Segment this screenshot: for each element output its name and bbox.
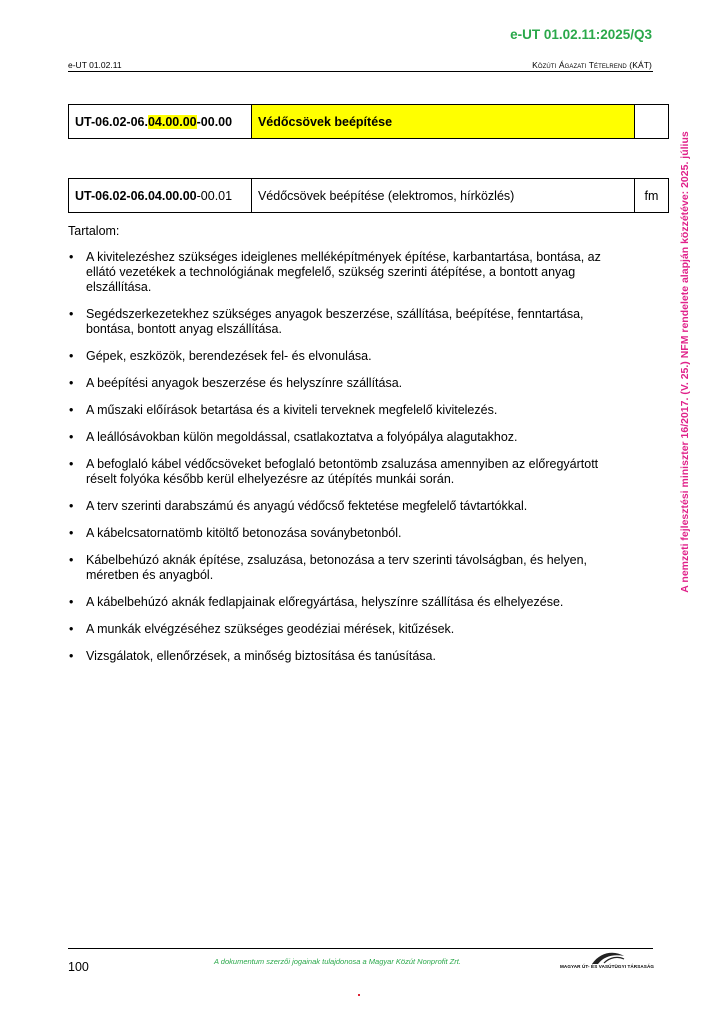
logo-text: MAGYAR ÚT- ÉS VASÚTÜGYI TÁRSASÁG (560, 964, 655, 969)
list-item: • A kivitelezéshez szükséges ideiglenes melléképítmények építése, karbantartása, bontása, az ellátó vezetékek a technológiának megfelelő, szükség szerinti átépítése, a bontott anyag elszállítása. (68, 250, 628, 295)
item-group-table (68, 104, 669, 139)
header-divider (68, 71, 653, 72)
item-title: Védőcsövek beépítése (elektromos, hírközlés) (251, 179, 634, 213)
publication-side-note-text: A nemzeti fejlesztési miniszter 16/2017. (V. 25.) NFM rendelete alapján közzétéve: 2025. július (679, 131, 691, 593)
list-item: • A kábelcsatornatömb kitöltő betonozása soványbetonból. (68, 526, 628, 541)
list-item: • Kábelbehúzó aknák építése, zsaluzása, betonozása a terv szerinti távolságban, és helyen, méretben és anyagból. (68, 553, 628, 583)
list-item: • Vizsgálatok, ellenőrzések, a minőség biztosítása és tanúsítása. (68, 649, 628, 664)
list-item: • A terv szerinti darabszámú és anyagú védőcső fektetése megfelelő távtartókkal. (68, 499, 628, 514)
list-item: • A leállósávokban külön megoldással, csatlakoztatva a folyópálya alagutakhoz. (68, 430, 628, 445)
list-item: • A munkák elvégzéséhez szükséges geodéziai mérések, kitűzések. (68, 622, 628, 637)
item-group-code: UT-06.02-06.04.00.00-00.00 (69, 105, 252, 139)
header-document-id: e-UT 01.02.11 (68, 60, 122, 70)
company-logo (560, 950, 656, 974)
list-item: • A beépítési anyagok beszerzése és helyszínre szállítása. (68, 376, 628, 391)
document-code: e-UT 01.02.11:2025/Q3 (510, 27, 652, 42)
list-item: • A kábelbehúzó aknák fedlapjainak előregyártása, helyszínre szállítása és elhelyezése. (68, 595, 628, 610)
header-document-title: Közúti Ágazati Tételrend (KÁT) (532, 60, 652, 70)
decorative-dot (358, 994, 360, 996)
footer-divider (68, 948, 653, 949)
list-item: • A befoglaló kábel védőcsöveket befoglaló betontömb zsaluzása amennyiben az előregyártott réselt folyóka később kerül elhelyezésre az útépítés munkái során. (68, 457, 628, 487)
content-list (68, 250, 628, 676)
item-group-title: Védőcsövek beépítése (251, 105, 634, 139)
item-group-unit (635, 105, 669, 139)
item-code: UT-06.02-06.04.00.00-00.01 (69, 179, 252, 213)
item-group-code-highlight: 04.00.00 (147, 114, 197, 129)
copyright-notice: A dokumentum szerzői jogainak tulajdonosa a Magyar Közút Nonprofit Zrt. (214, 957, 461, 966)
list-item: • Segédszerkezetekhez szükséges anyagok beszerzése, szállítása, beépítése, fenntartása, bontása, bontott anyag elszállítása. (68, 307, 628, 337)
item-table (68, 178, 669, 213)
page-number: 100 (68, 960, 89, 974)
item-unit: fm (635, 179, 669, 213)
list-item: • Gépek, eszközök, berendezések fel- és elvonulása. (68, 349, 628, 364)
publication-side-note (676, 96, 694, 628)
list-item: • A műszaki előírások betartása és a kiviteli terveknek megfelelő kivitelezés. (68, 403, 628, 418)
content-label: Tartalom: (68, 224, 120, 238)
